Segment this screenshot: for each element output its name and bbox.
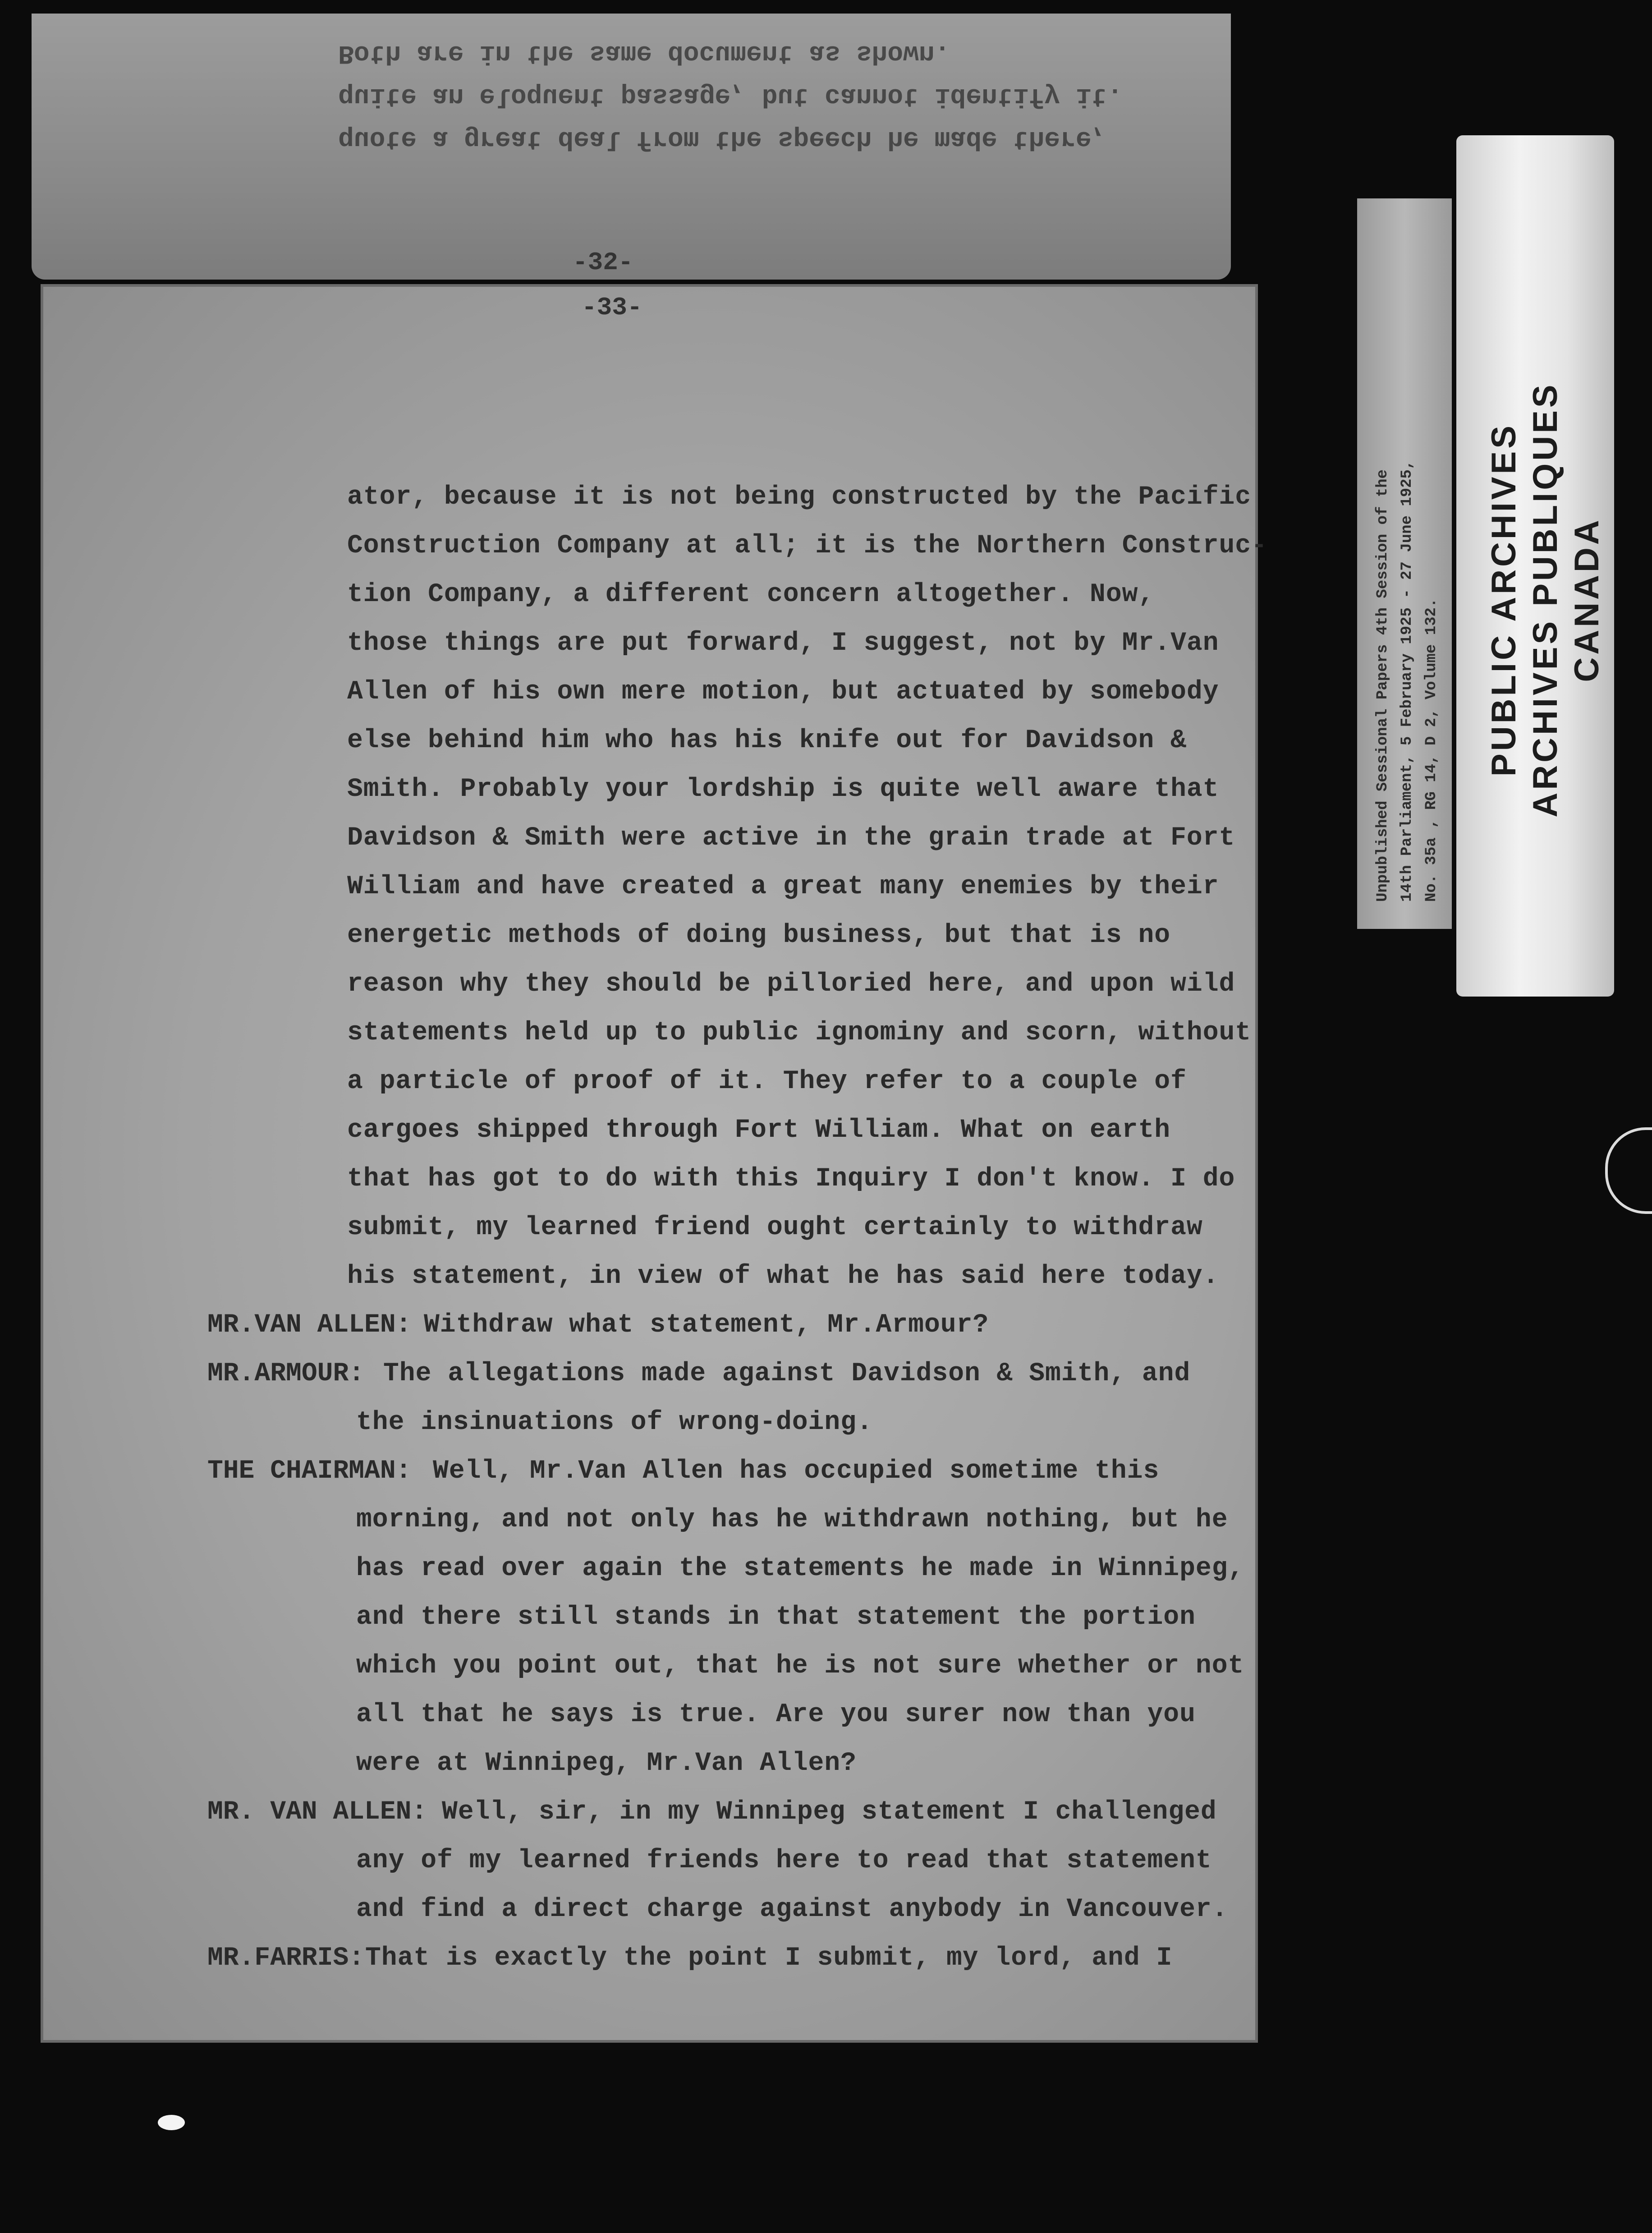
previous-page-line: quite an eloquent passage, but cannot identify it. xyxy=(338,81,1123,110)
previous-page-strip xyxy=(32,14,1231,280)
speaker-label: THE CHAIRMAN: xyxy=(207,1457,412,1486)
speech-line: the insinuations of wrong-doing. xyxy=(356,1408,873,1437)
body-line: ator, because it is not being constructed by the Pacific xyxy=(347,482,1252,512)
body-line: statements held up to public ignominy and scorn, without xyxy=(347,1018,1252,1048)
body-line: a particle of proof of it. They refer to a couple of xyxy=(347,1067,1187,1096)
speech-line: Well, Mr.Van Allen has occupied sometime this xyxy=(433,1457,1160,1486)
speech-line: and find a direct charge against anybody in Vancouver. xyxy=(356,1895,1228,1924)
page-number: -33- xyxy=(582,293,642,322)
body-line: energetic methods of doing business, but that is no xyxy=(347,921,1171,950)
body-line: Construction Company at all; it is the Northern Construc- xyxy=(347,531,1267,561)
body-line: submit, my learned friend ought certainly to withdraw xyxy=(347,1213,1203,1242)
speech-line: were at Winnipeg, Mr.Van Allen? xyxy=(356,1749,857,1778)
stamp-line: PUBLIC ARCHIVES xyxy=(1485,423,1523,776)
speech-line: and there still stands in that statement the portion xyxy=(356,1603,1196,1632)
body-line: Allen of his own mere motion, but actuated by somebody xyxy=(347,677,1219,707)
speech-line: any of my learned friends here to read that statement xyxy=(356,1846,1212,1875)
speaker-label: MR.FARRIS: xyxy=(207,1944,365,1973)
clip-mark xyxy=(1605,1127,1652,1214)
body-line: Smith. Probably your lordship is quite well aware that xyxy=(347,775,1219,804)
speech-line: all that he says is true. Are you surer now than you xyxy=(356,1700,1196,1729)
archive-reference-line: Unpublished Sessional Papers 4th Session of the xyxy=(1374,469,1391,902)
body-line: his statement, in view of what he has said here today. xyxy=(347,1262,1219,1291)
speech-line: That is exactly the point I submit, my lord, and I xyxy=(365,1944,1173,1973)
speaker-label: MR.ARMOUR: xyxy=(207,1359,365,1388)
archive-reference-text xyxy=(1371,198,1444,902)
stamp-line: ARCHIVES PUBLIQUES xyxy=(1526,382,1565,818)
previous-page-line: quote a great deal from the speech he made there, xyxy=(338,124,1107,153)
body-line: Davidson & Smith were active in the grain trade at Fort xyxy=(347,823,1235,853)
speaker-label: MR.VAN ALLEN: xyxy=(207,1310,412,1340)
archive-reference-line: No. 35a , RG 14, D 2, Volume 132. xyxy=(1423,598,1440,902)
body-line: tion Company, a different concern altogether. Now, xyxy=(347,580,1155,609)
speech-line: morning, and not only has he withdrawn nothing, but he xyxy=(356,1505,1228,1535)
previous-page-text xyxy=(338,32,1217,160)
speech-line: Well, sir, in my Winnipeg statement I challenged xyxy=(442,1797,1217,1827)
document-page xyxy=(41,284,1267,2043)
speech-line: has read over again the statements he made in Winnipeg, xyxy=(356,1554,1244,1583)
archive-reference-line: 14th Parliament, 5 February 1925 - 27 June 1925, xyxy=(1399,460,1416,902)
speech-line: which you point out, that he is not sure whether or not xyxy=(356,1651,1244,1681)
stamp-line: CANADA xyxy=(1568,517,1606,682)
body-line: William and have created a great many enemies by their xyxy=(347,872,1219,901)
public-archives-stamp xyxy=(1483,374,1608,825)
body-line: that has got to do with this Inquiry I don't know. I do xyxy=(347,1164,1235,1194)
speech-line: Withdraw what statement, Mr.Armour? xyxy=(424,1310,989,1340)
speaker-label: MR. VAN ALLEN: xyxy=(207,1797,427,1827)
body-line: else behind him who has his knife out for Davidson & xyxy=(347,726,1187,755)
previous-page-line: Both are in the same document as shown. xyxy=(338,38,950,68)
body-line: cargoes shipped through Fort William. What on earth xyxy=(347,1116,1171,1145)
speech-line: The allegations made against Davidson & Smith, and xyxy=(383,1359,1191,1388)
dust-speck xyxy=(158,2115,185,2130)
body-line: those things are put forward, I suggest, not by Mr.Van xyxy=(347,629,1219,658)
previous-page-number: -32- xyxy=(573,248,633,277)
body-line: reason why they should be pilloried here, and upon wild xyxy=(347,969,1235,999)
